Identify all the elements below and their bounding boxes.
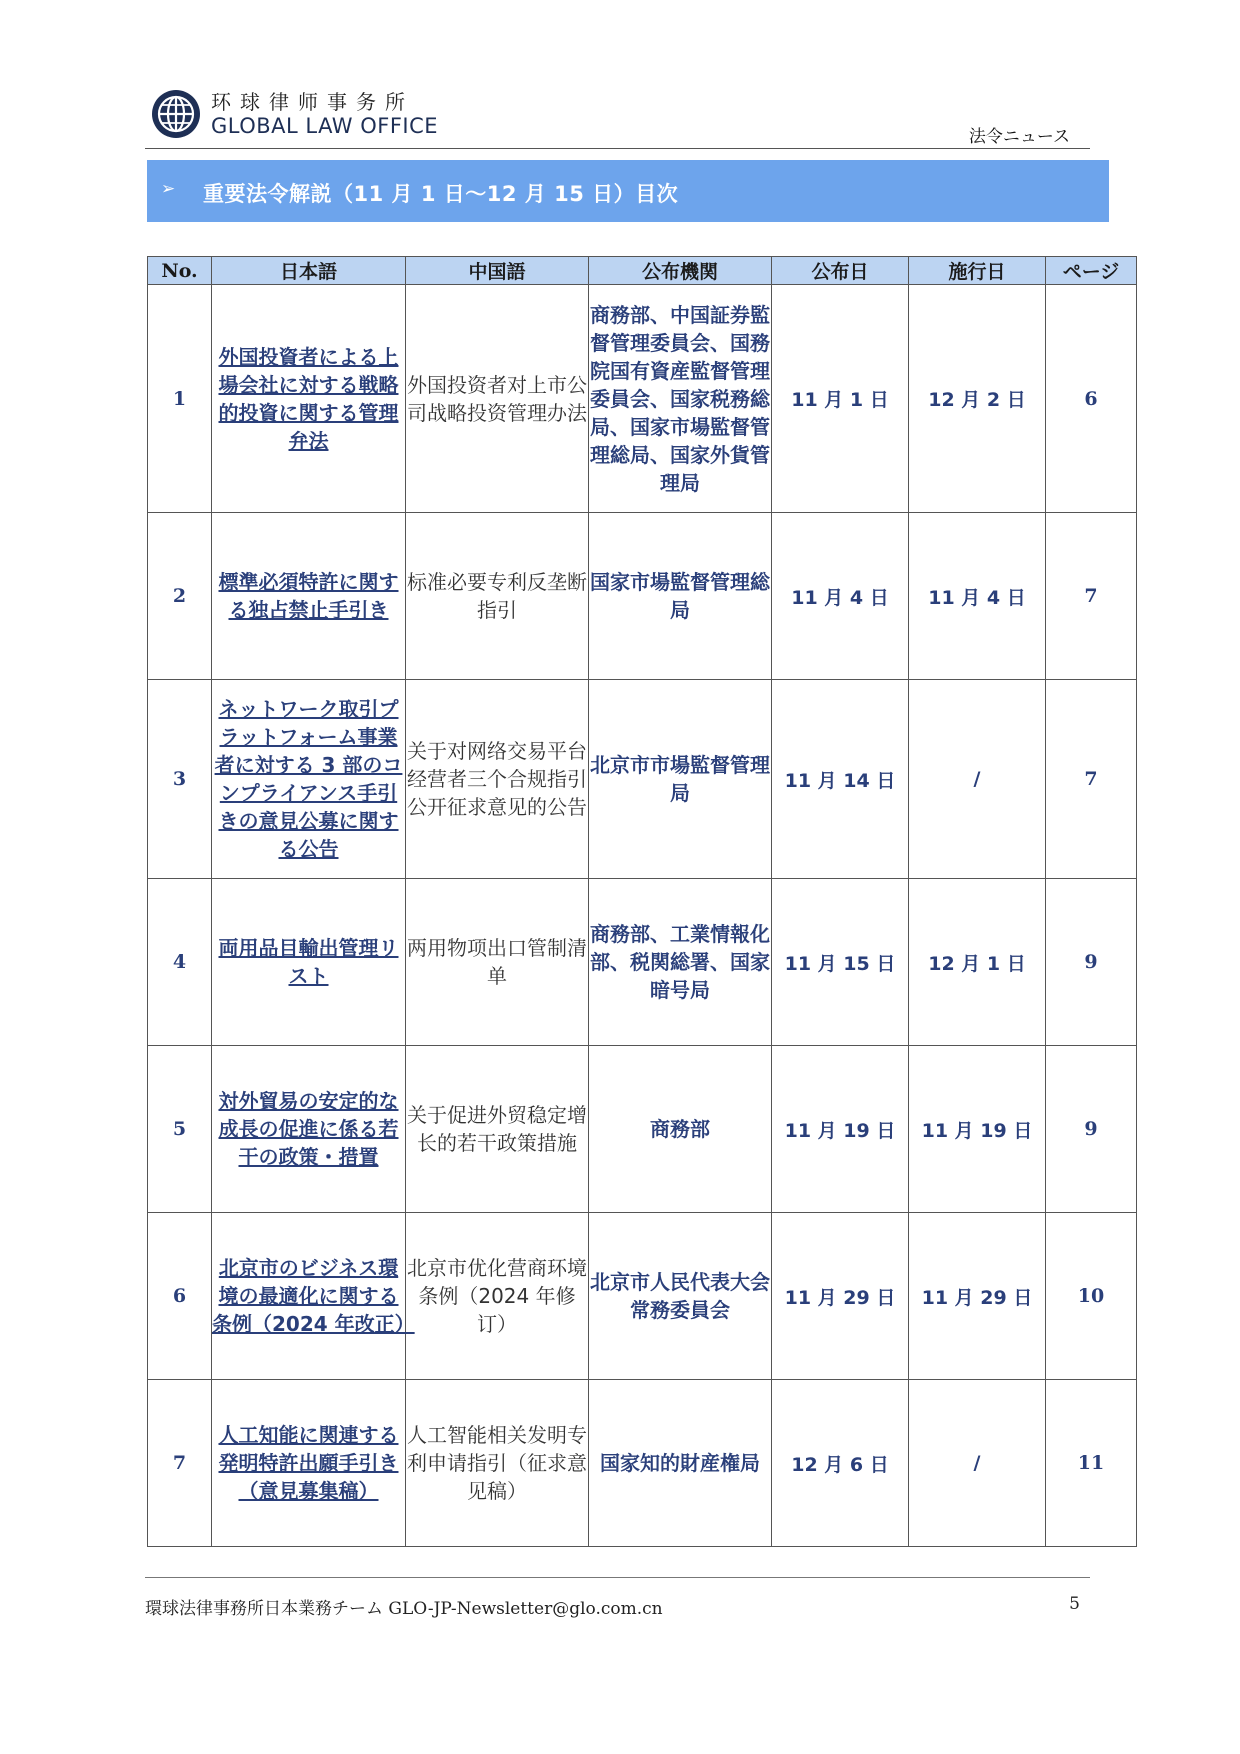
table-row	[148, 1046, 1137, 1213]
page-header	[145, 80, 1090, 149]
column-header: ページ	[1046, 257, 1137, 285]
ja-title-link[interactable]: 人工知能に関連する発明特許出願手引き（意見募集稿）	[218, 1423, 399, 1503]
globe-logo-icon	[150, 88, 202, 140]
issuing-authority-cell: 商務部、中国証券監督管理委員会、国務院国有資産監督管理委員会、国家税務総局、国家市場監督管理総局、国家外貨管理局	[589, 285, 772, 513]
effective-date-cell: /	[909, 680, 1046, 879]
row-number: 1	[148, 285, 212, 513]
row-number: 2	[148, 513, 212, 680]
toc-title: 重要法令解説（11 月 1 日～12 月 15 日）目次	[203, 182, 679, 206]
table-row	[148, 513, 1137, 680]
ja-title-cell	[212, 879, 406, 1046]
footer-page-number: 5	[1069, 1594, 1080, 1614]
published-date-cell: 11 月 4 日	[772, 513, 909, 680]
issuing-authority-cell: 北京市市場監督管理局	[589, 680, 772, 879]
zh-title-cell: 标准必要专利反垄断指引	[406, 513, 589, 680]
column-header: 施行日	[909, 257, 1046, 285]
published-date-cell: 11 月 1 日	[772, 285, 909, 513]
ja-title-link[interactable]: 外国投資者による上場会社に対する戦略的投資に関する管理弁法	[218, 344, 399, 453]
page-cell: 7	[1046, 513, 1137, 680]
ja-title-cell	[212, 680, 406, 879]
ja-title-link[interactable]: 標準必須特許に関する独占禁止手引き	[218, 570, 399, 622]
table-row	[148, 285, 1137, 513]
issuing-authority-cell: 国家市場監督管理総局	[589, 513, 772, 680]
row-number: 4	[148, 879, 212, 1046]
effective-date-cell: 11 月 4 日	[909, 513, 1046, 680]
zh-title-cell: 两用物项出口管制清单	[406, 879, 589, 1046]
page-cell: 6	[1046, 285, 1137, 513]
column-header: 公布機関	[589, 257, 772, 285]
column-header: 公布日	[772, 257, 909, 285]
table-row	[148, 1380, 1137, 1547]
toc-table	[147, 256, 1137, 1547]
row-number: 6	[148, 1213, 212, 1380]
ja-title-cell	[212, 285, 406, 513]
ja-title-cell	[212, 1046, 406, 1213]
section-label: 法令ニュース	[968, 127, 1070, 147]
zh-title-cell: 关于促进外贸稳定增长的若干政策措施	[406, 1046, 589, 1213]
effective-date-cell: 11 月 19 日	[909, 1046, 1046, 1213]
ja-title-cell	[212, 1380, 406, 1547]
zh-title-cell: 外国投资者对上市公司战略投资管理办法	[406, 285, 589, 513]
effective-date-cell: 12 月 2 日	[909, 285, 1046, 513]
issuing-authority-cell: 国家知的財産権局	[589, 1380, 772, 1547]
effective-date-cell: /	[909, 1380, 1046, 1547]
page-cell: 9	[1046, 879, 1137, 1046]
table-row	[148, 879, 1137, 1046]
page-footer	[145, 1577, 1090, 1619]
issuing-authority-cell: 商務部、工業情報化部、税関総署、国家暗号局	[589, 879, 772, 1046]
row-number: 7	[148, 1380, 212, 1547]
column-header: 日本語	[212, 257, 406, 285]
published-date-cell: 11 月 29 日	[772, 1213, 909, 1380]
ja-title-link[interactable]: ネットワーク取引プラットフォーム事業者に対する 3 部のコンプライアンス手引きの意見公募に関する公告	[214, 697, 403, 861]
effective-date-cell: 12 月 1 日	[909, 879, 1046, 1046]
published-date-cell: 11 月 14 日	[772, 680, 909, 879]
row-number: 5	[148, 1046, 212, 1213]
firm-name-en: GLOBAL LAW OFFICE	[211, 114, 439, 138]
firm-name-cn: 环球律师事务所	[211, 90, 414, 114]
ja-title-link[interactable]: 北京市のビジネス環境の最適化に関する条例（2024 年改正）	[212, 1256, 415, 1336]
table-row	[148, 1213, 1137, 1380]
ja-title-cell	[212, 1213, 415, 1380]
page-cell: 10	[1046, 1213, 1137, 1380]
page-cell: 11	[1046, 1380, 1137, 1547]
page-cell: 7	[1046, 680, 1137, 879]
table-header-row	[148, 257, 1137, 285]
zh-title-cell: 北京市优化营商环境条例（2024 年修订）	[406, 1213, 589, 1380]
arrow-bullet-icon: ➢	[161, 179, 176, 199]
issuing-authority-cell: 北京市人民代表大会常務委員会	[589, 1213, 772, 1380]
column-header: 中国語	[406, 257, 589, 285]
published-date-cell: 11 月 15 日	[772, 879, 909, 1046]
effective-date-cell: 11 月 29 日	[909, 1213, 1046, 1380]
table-row	[148, 680, 1137, 879]
zh-title-cell: 人工智能相关发明专利申请指引（征求意见稿）	[406, 1380, 589, 1547]
page-cell: 9	[1046, 1046, 1137, 1213]
ja-title-link[interactable]: 両用品目輸出管理リスト	[218, 936, 399, 988]
published-date-cell: 12 月 6 日	[772, 1380, 909, 1547]
published-date-cell: 11 月 19 日	[772, 1046, 909, 1213]
ja-title-link[interactable]: 対外貿易の安定的な成長の促進に係る若干の政策・措置	[218, 1089, 399, 1169]
toc-banner	[147, 160, 1109, 222]
issuing-authority-cell: 商務部	[589, 1046, 772, 1213]
footer-team-contact: 環球法律事務所日本業務チーム GLO-JP-Newsletter@glo.com.cn	[145, 1599, 663, 1619]
column-header: No.	[148, 257, 212, 285]
row-number: 3	[148, 680, 212, 879]
zh-title-cell: 关于对网络交易平台经营者三个合规指引公开征求意见的公告	[406, 680, 589, 879]
ja-title-cell	[212, 513, 406, 680]
